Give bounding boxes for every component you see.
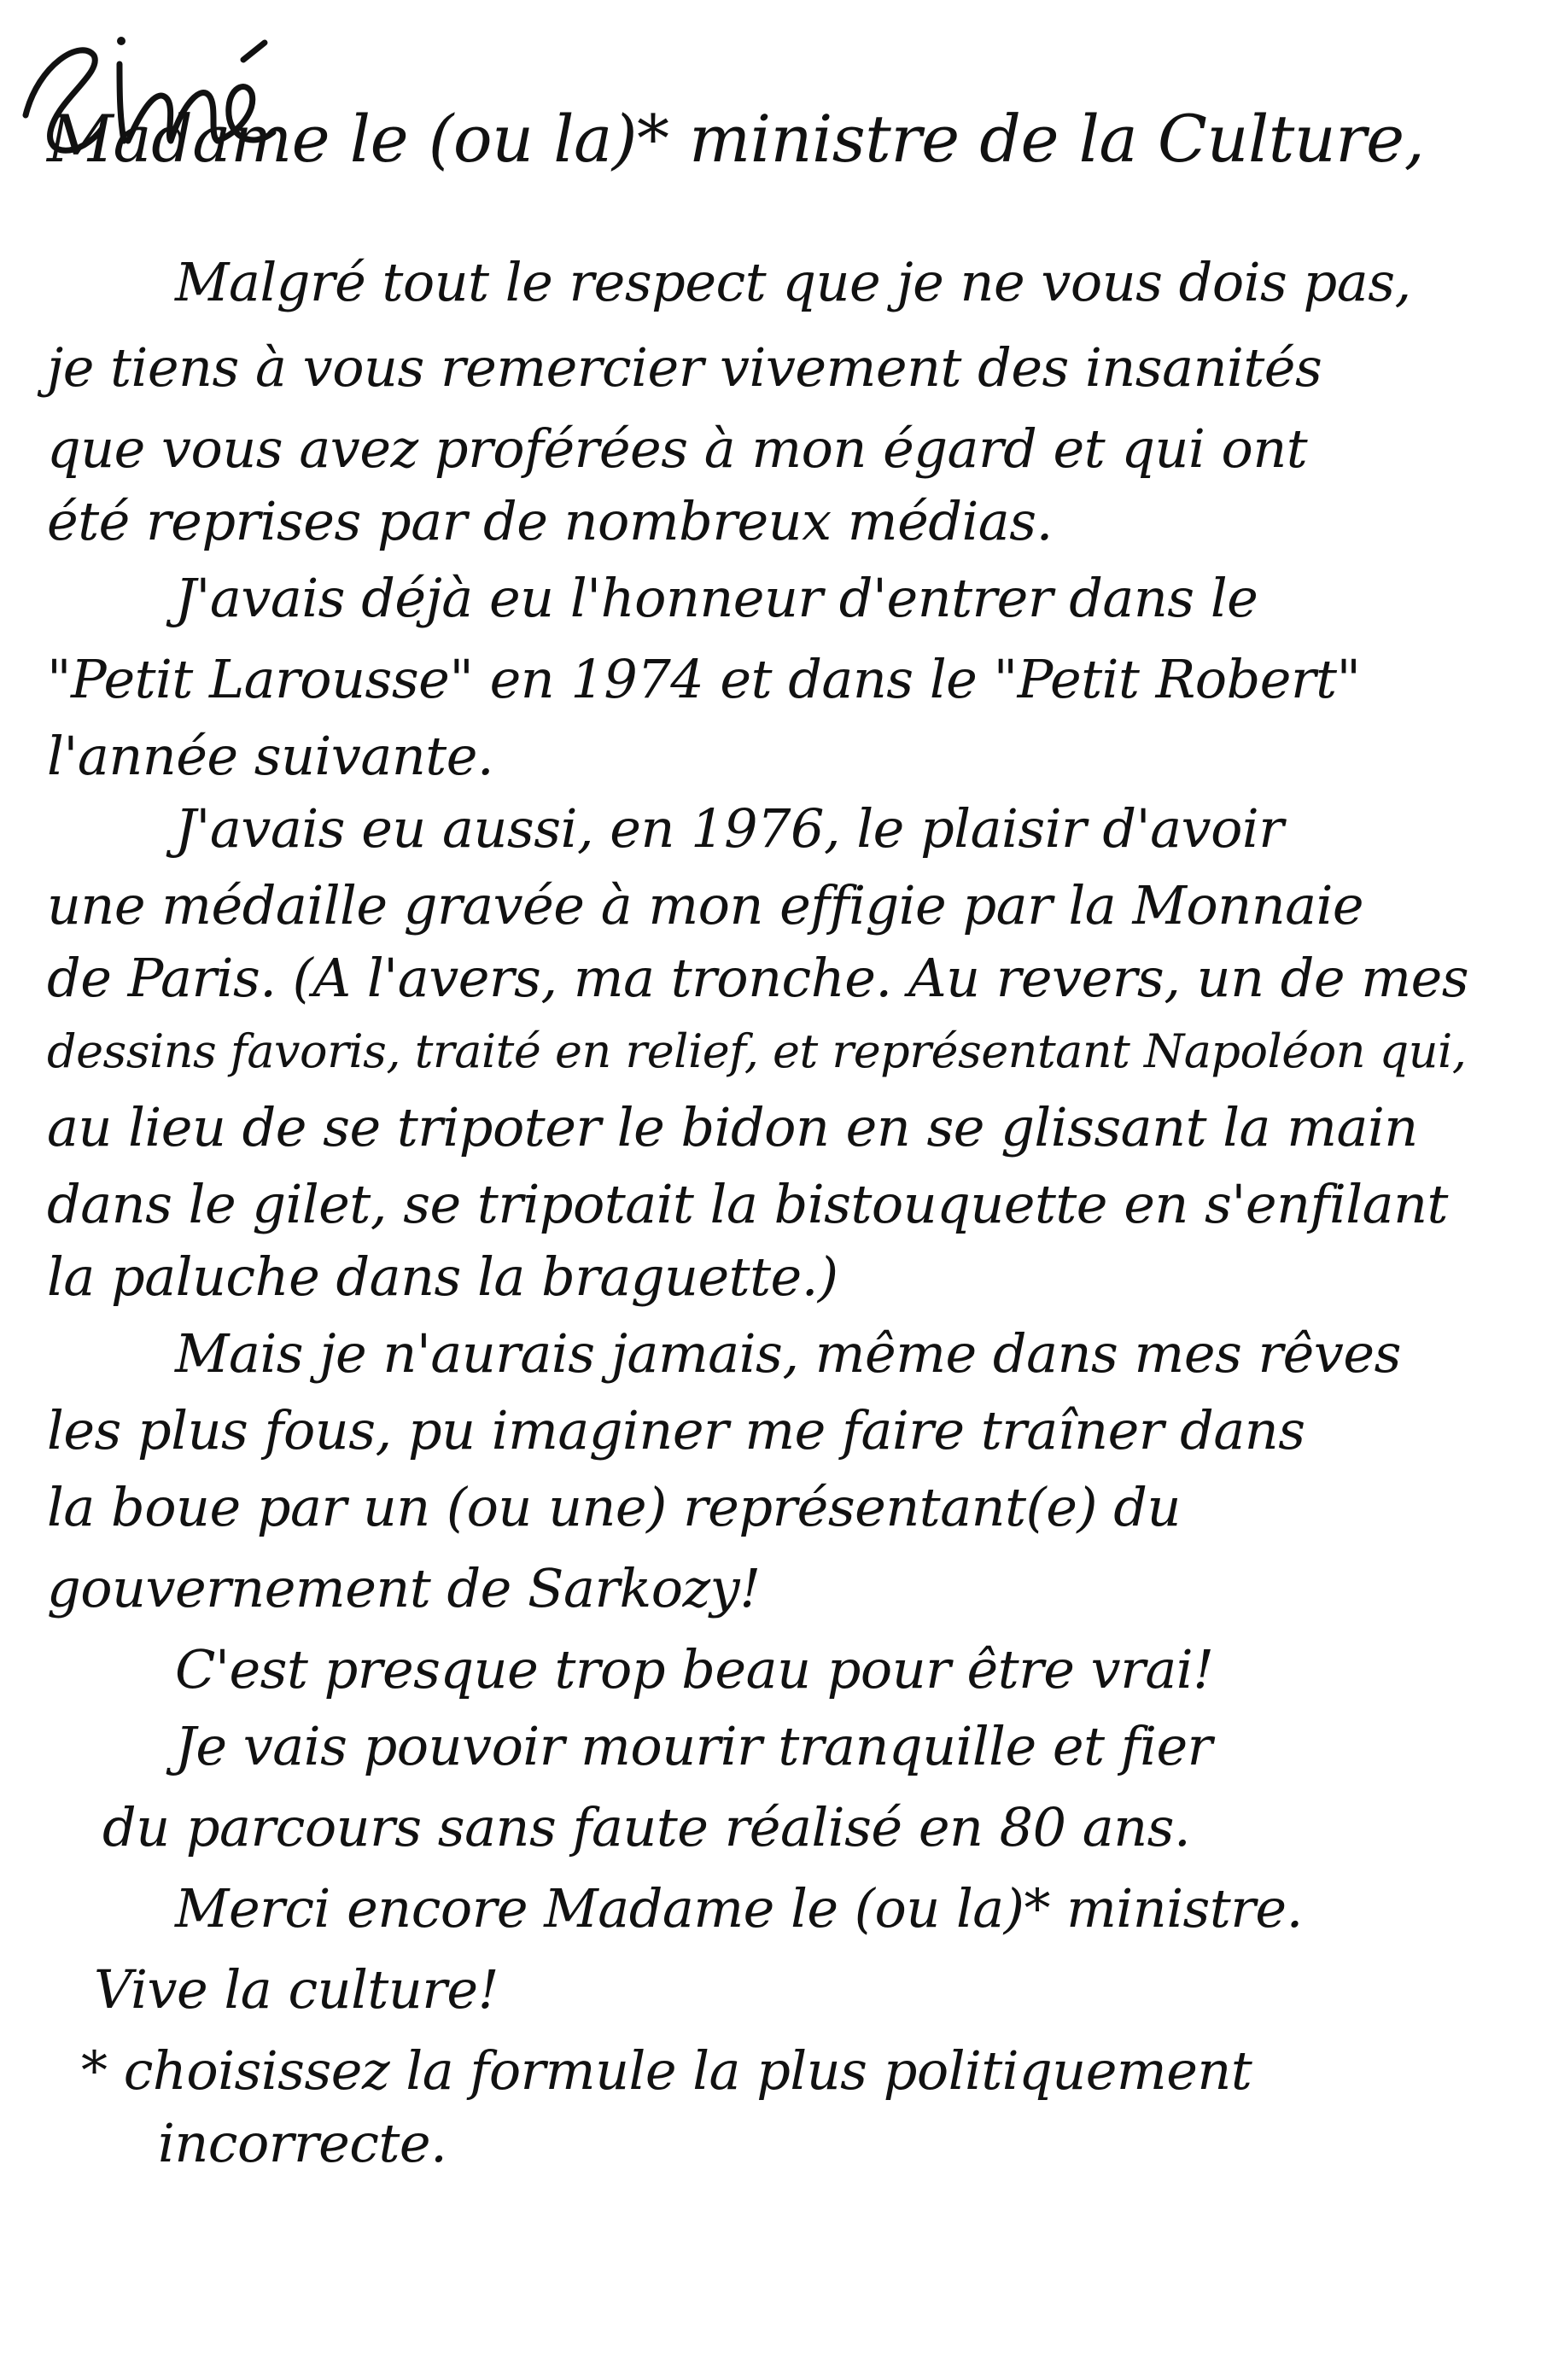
letter-line: C'est presque trop beau pour être vrai! <box>175 1638 1214 1700</box>
footnote-line: * choisissez la formule la plus politiquement <box>81 2039 1252 2102</box>
footnote-line: incorrecte. <box>158 2112 447 2174</box>
letter-line: été reprises par de nombreux médias. <box>47 490 1053 552</box>
letter-line: J'avais déjà eu l'honneur d'entrer dans le <box>175 567 1258 629</box>
letter-line: la paluche dans la braguette.) <box>47 1245 838 1308</box>
letter-line: dessins favoris, traité en relief, et représentant Napoléon qui, <box>47 1024 1467 1078</box>
letter-line: au lieu de se tripoter le bidon en se glissant la main <box>47 1096 1418 1158</box>
letter-line: Mais je n'aurais jamais, même dans mes rêves <box>175 1322 1401 1385</box>
letter-line: la boue par un (ou une) représentant(e) du <box>47 1476 1181 1538</box>
salutation: Madame le (ou la)* ministre de la Culture, <box>47 101 1425 177</box>
letter-line: Je vais pouvoir mourir tranquille et fier <box>175 1715 1212 1777</box>
letter-line: du parcours sans faute réalisé en 80 ans. <box>102 1796 1191 1858</box>
letter-line: "Petit Larousse" en 1974 et dans le "Petit Robert" <box>47 648 1361 710</box>
letter-line: Vive la culture! <box>94 1958 499 2021</box>
letter-line: gouvernement de Sarkozy! <box>47 1557 761 1619</box>
letter-line: Merci encore Madame le (ou la)* ministre. <box>175 1877 1303 1940</box>
letter-line: l'année suivante. <box>47 725 494 787</box>
letter-line: que vous avez proférées à mon égard et qui ont <box>47 417 1308 480</box>
letter-line: les plus fous, pu imaginer me faire traîner dans <box>47 1399 1305 1461</box>
letter-line: Malgré tout le respect que je ne vous dois pas, <box>175 251 1411 313</box>
letter-line: je tiens à vous remercier vivement des insanités <box>47 336 1322 399</box>
letter-line: de Paris. (A l'avers, ma tronche. Au revers, un de mes <box>47 947 1469 1009</box>
letter-line: J'avais eu aussi, en 1976, le plaisir d'avoir <box>175 797 1284 860</box>
letter-line: une médaille gravée à mon effigie par la Monnaie <box>47 874 1364 936</box>
letter-line: dans le gilet, se tripotait la bistouquette en s'enfilant <box>47 1173 1448 1235</box>
